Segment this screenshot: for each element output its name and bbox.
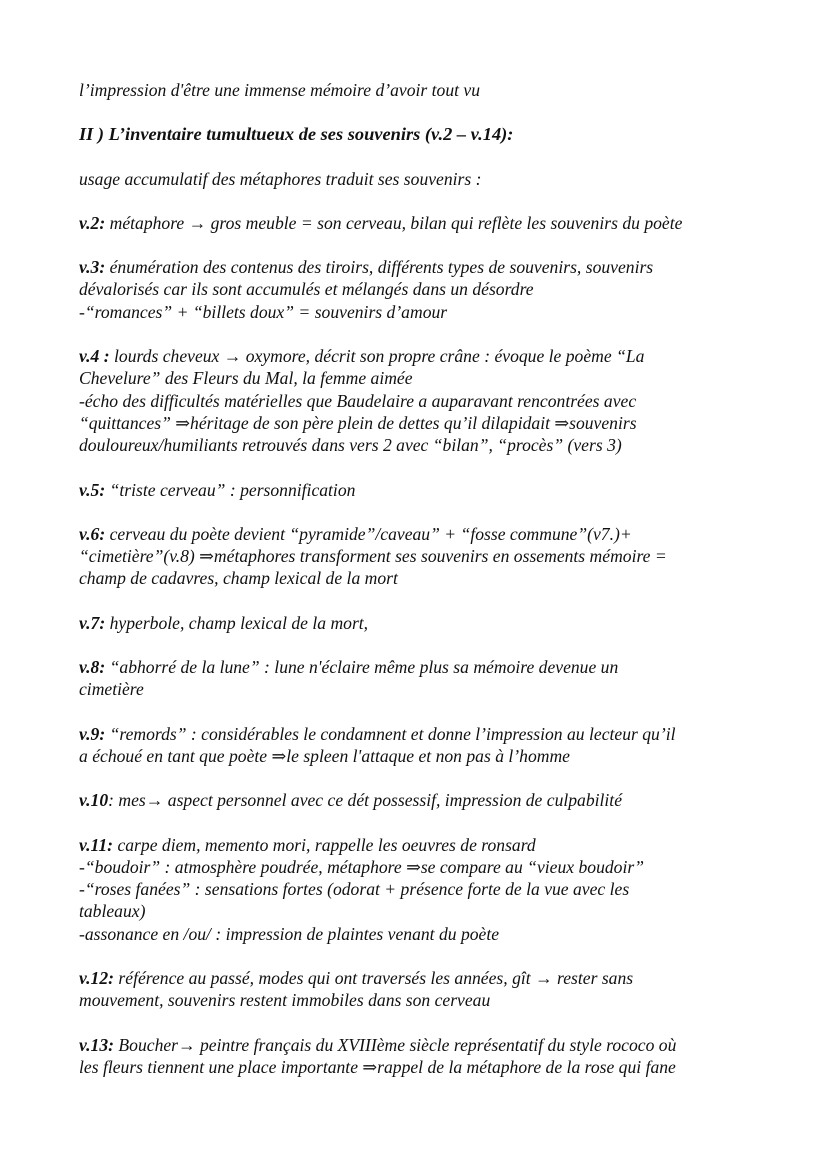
entry-v13 [79,1034,779,1079]
entry-v7 [79,612,779,634]
entry-v10 [79,789,779,811]
entry-text: hyperbole, champ lexical de la mort, [105,612,369,633]
section-heading: II ) L’inventaire tumultueux de ses souvenirs (v.2 – v.14): [79,124,514,145]
entry-text: “triste cerveau” : personnification [105,479,356,500]
entry-v5 [79,479,779,501]
usage-line: usage accumulatif des métaphores traduit ses souvenirs : [79,168,482,189]
entry-label: v.13: [79,1034,115,1055]
entry-text: Chevelure” des Fleurs du Mal, la femme aimée [79,368,413,389]
entry-text: cerveau du poète devient “pyramide”/caveau” + “fosse commune”(v7.)+ [105,523,632,544]
entry-text: “remords” : considérables le condamnent et donne l’impression au lecteur qu’il [105,723,676,744]
entry-text: champ de cadavres, champ lexical de la mort [79,568,398,589]
spacer [79,590,779,612]
entry-label: v.3: [79,257,106,278]
entry-v2 [79,212,779,234]
intro-line: l’impression d'être une immense mémoire d’avoir tout vu [79,80,481,100]
entry-text: douloureux/humiliants retrouvés dans vers 2 avec “bilan”, “procès” (vers 3) [79,435,622,456]
spacer [79,767,779,789]
entry-text: Boucher→ peintre français du XVIIIème siècle représentatif du style rococo où [114,1034,677,1055]
entry-label: v.11: [79,834,114,855]
entry-text: lourds cheveux → oxymore, décrit son propre crâne : évoque le poème “La [109,346,645,367]
spacer [79,323,779,345]
entry-v6 [79,523,779,590]
entry-v9 [79,723,779,768]
spacer [79,1012,779,1034]
entry-label: v.7: [79,612,106,633]
entry-v12 [79,967,779,1012]
entry-text: énumération des contenus des tiroirs, différents types de souvenirs, souvenirs [105,257,654,278]
spacer [79,501,779,523]
spacer [79,457,779,479]
entry-label: v.6: [79,523,106,544]
entry-text: les fleurs tiennent une place importante ⇒rappel de la métaphore de la rose qui fane [79,1056,676,1077]
entry-v3 [79,256,779,323]
entry-text: -“roses fanées” : sensations fortes (odorat + présence forte de la vue avec les [79,879,630,900]
entry-text: -“romances” + “billets doux” = souvenirs d’amour [79,301,448,322]
entry-v11 [79,834,779,945]
entry-text: “quittances” ⇒héritage de son père plein de dettes qu’il dilapidait ⇒souvenirs [79,412,637,433]
entry-text: carpe diem, memento mori, rappelle les oeuvres de ronsard [113,834,536,855]
entry-text: “cimetière”(v.8) ⇒métaphores transforment ses souvenirs en ossements mémoire = [79,546,667,567]
spacer [79,945,779,967]
entry-text: a échoué en tant que poète ⇒le spleen l'attaque et non pas à l’homme [79,745,570,766]
entry-text: cimetière [79,679,144,700]
spacer [79,234,779,256]
spacer [79,634,779,656]
entry-text: -“boudoir” : atmosphère poudrée, métaphore ⇒se compare au “vieux boudoir” [79,856,644,877]
entry-label: v.9: [79,723,106,744]
spacer [79,101,779,123]
spacer [79,812,779,834]
entry-text: mouvement, souvenirs restent immobiles dans son cerveau [79,990,491,1011]
entry-text: métaphore → gros meuble = son cerveau, bilan qui reflète les souvenirs du poète [105,212,683,233]
entry-label: v.4 : [79,346,110,367]
entry-v4 [79,345,779,456]
entry-v8 [79,656,779,701]
entry-text: -écho des difficultés matérielles que Baudelaire a auparavant rencontrées avec [79,390,637,411]
entry-text: -assonance en /ou/ : impression de plaintes venant du poète [79,923,500,944]
entry-text: : mes→ aspect personnel avec ce dét possessif, impression de culpabilité [108,790,623,811]
entry-text: tableaux) [79,901,146,922]
entry-text: référence au passé, modes qui ont traversés les années, gît → rester sans [114,968,634,989]
spacer [79,701,779,723]
entry-label: v.8: [79,657,106,678]
entry-text: dévalorisés car ils sont accumulés et mélangés dans un désordre [79,279,534,300]
spacer [79,146,779,168]
entry-label: v.2: [79,212,106,233]
entry-label: v.5: [79,479,106,500]
entry-text: “abhorré de la lune” : lune n'éclaire même plus sa mémoire devenue un [105,657,619,678]
entry-label: v.12: [79,968,115,989]
document-page [79,79,779,1078]
spacer [79,190,779,212]
entry-label: v.10 [79,790,109,811]
